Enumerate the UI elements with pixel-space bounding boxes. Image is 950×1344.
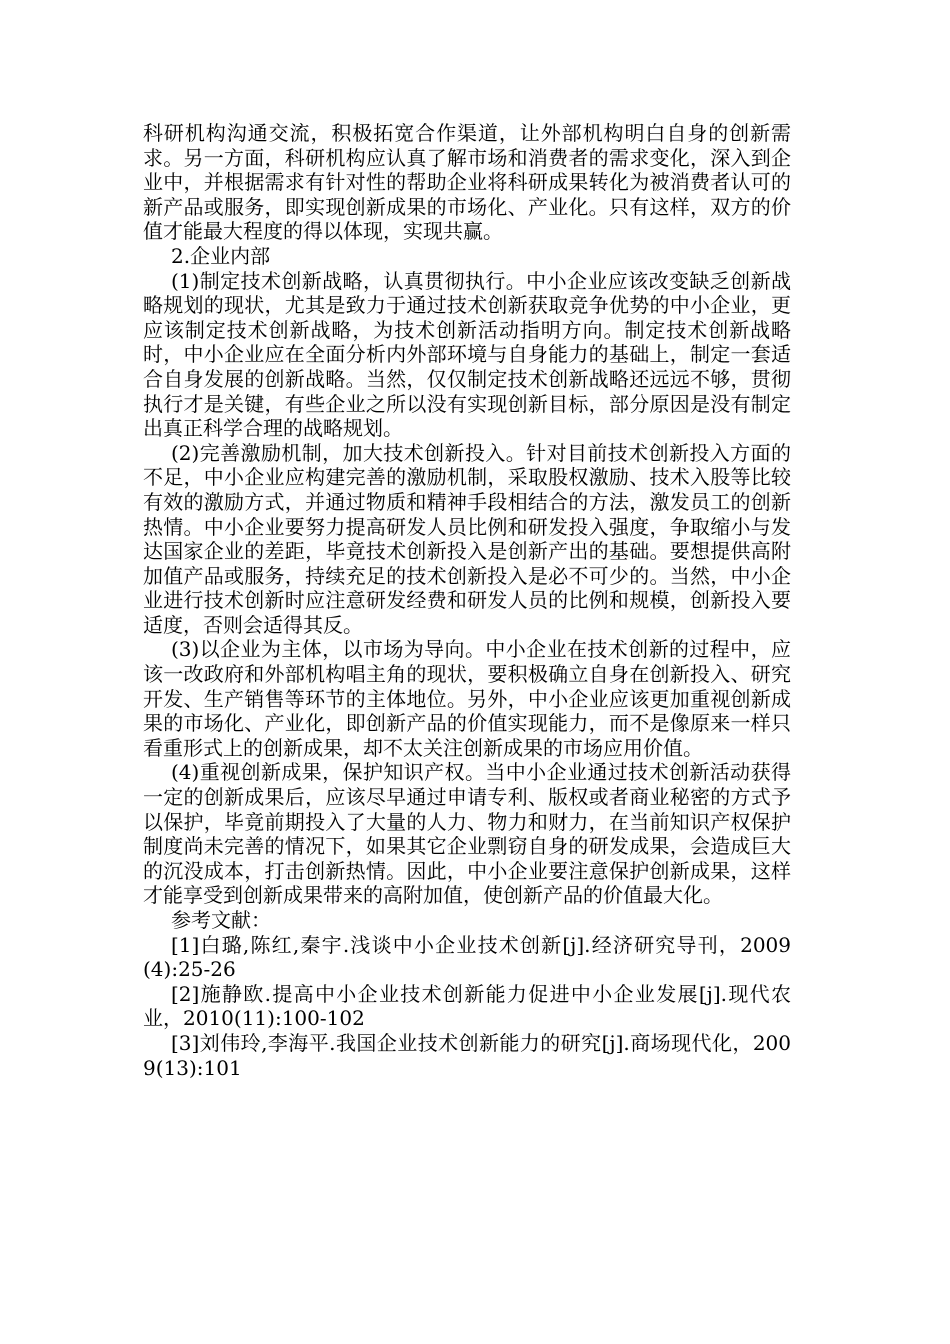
paragraph-item-2: (2)完善激励机制，加大技术创新投入。针对目前技术创新投入方面的不足，中小企业应构建完善的激励机制，采取股权激励、技术入股等比较有效的激励方式，并通过物质和精神手段相结合的方法，激发员工的创新热情。中小企业要努力提高研发人员比例和研发投入强度，争取缩小与发达国家企业的差距，毕竟技术创新投入是创新产出的基础。要想提供高附加值产品或服务，持续充足的技术创新投入是必不可少的。当然，中小企业进行技术创新时应注意研发经费和研发人员的比例和规模，创新投入要适度，否则会适得其反。 <box>143 440 791 637</box>
paragraph-item-4: (4)重视创新成果，保护知识产权。当中小企业通过技术创新活动获得一定的创新成果后，应该尽早通过申请专利、版权或者商业秘密的方式予以保护，毕竟前期投入了大量的人力、物力和财力，在当前知识产权保护制度尚未完善的情况下，如果其它企业剽窃自身的研发成果，会造成巨大的沉没成本，打击创新热情。因此，中小企业要注意保护创新成果，这样才能享受到创新成果带来的高附加值，使创新产品的价值最大化。 <box>143 760 791 908</box>
reference-item-3: [3]刘伟玲,李海平.我国企业技术创新能力的研究[j].商场现代化，2009(13):101 <box>143 1030 791 1080</box>
reference-item-1: [1]白璐,陈红,秦宇.浅谈中小企业技术创新[j].经济研究导刊，2009(4):25-26 <box>143 932 791 982</box>
section-heading: 2.企业内部 <box>171 243 271 268</box>
intro-paragraph: 科研机构沟通交流，积极拓宽合作渠道，让外部机构明白自身的创新需求。另一方面，科研机构应认真了解市场和消费者的需求变化，深入到企业中，并根据需求有针对性的帮助企业将科研成果转化为被消费者认可的新产品或服务，即实现创新成果的市场化、产业化。只有这样，双方的价值才能最大程度的得以体现，实现共赢。 <box>143 121 791 244</box>
references-title: 参考文献： <box>171 908 271 932</box>
paragraph-item-1: (1)制定技术创新战略，认真贯彻执行。中小企业应该改变缺乏创新战略规划的现状，尤其是致力于通过技术创新获取竞争优势的中小企业，更应该制定技术创新战略，为技术创新活动指明方向。制定技术创新战略时，中小企业应在全面分析内外部环境与自身能力的基础上，制定一套适合自身发展的创新战略。当然，仅仅制定技术创新战略还远远不够，贯彻执行才是关键，有些企业之所以没有实现创新目标，部分原因是没有制定出真正科学合理的战略规划。 <box>143 268 791 441</box>
document-page <box>143 121 791 1080</box>
reference-item-2: [2]施静欧.提高中小企业技术创新能力促进中小企业发展[j].现代农业，2010(11):100-102 <box>143 981 791 1031</box>
paragraph-item-3: (3)以企业为主体，以市场为导向。中小企业在技术创新的过程中，应该一改政府和外部机构唱主角的现状，要积极确立自身在创新投入、研究开发、生产销售等环节的主体地位。另外，中小企业应该更加重视创新成果的市场化、产业化，即创新产品的价值实现能力，而不是像原来一样只看重形式上的创新成果，却不太关注创新成果的市场应用价值。 <box>143 637 791 760</box>
